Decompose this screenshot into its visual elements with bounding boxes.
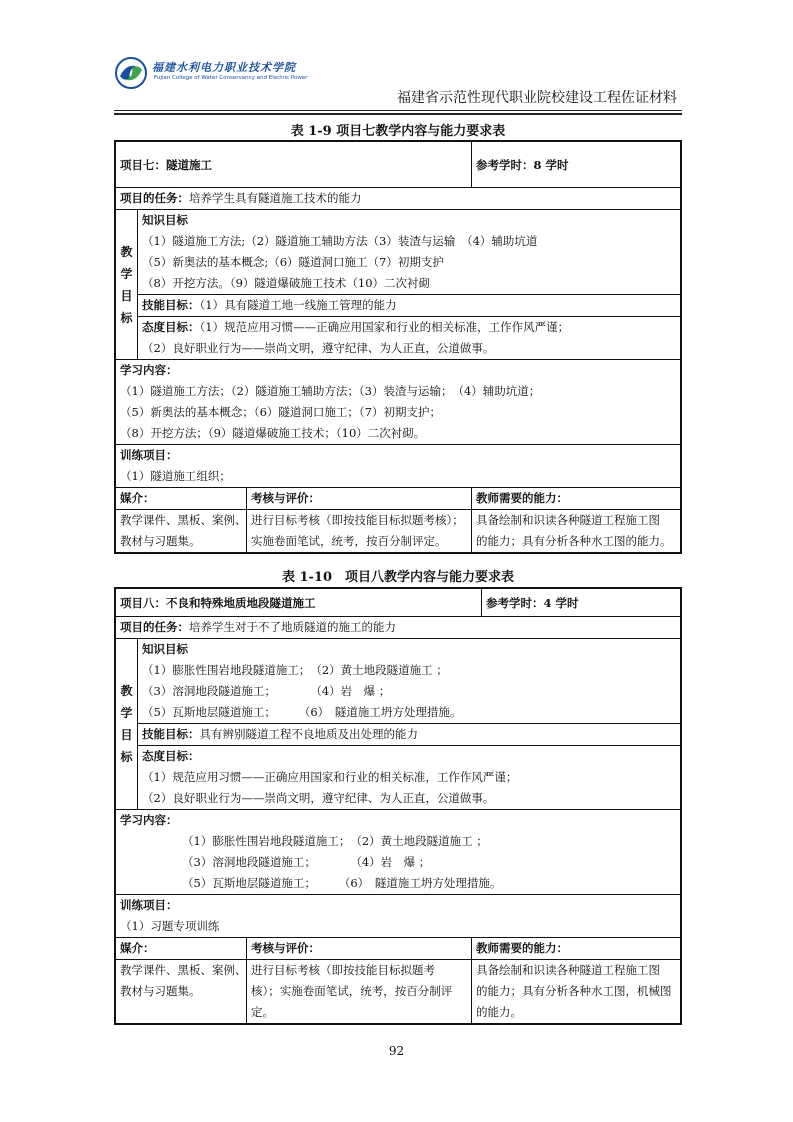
college-logo bbox=[114, 52, 308, 98]
table2-content-line: （1）膨胀性围岩地段隧道施工； （2）黄土地段隧道施工 ； bbox=[182, 834, 488, 848]
table2-knowledge-line: （5）瓦斯地层隧道施工； （6） 隧道施工坍方处理措施。 bbox=[142, 705, 462, 719]
table2-attitude-goals bbox=[138, 746, 680, 809]
table1-ability-line: 具备绘制和识读各种隧道工程施工图 bbox=[476, 513, 660, 527]
table2-skill-goals bbox=[138, 724, 680, 746]
table2-media bbox=[116, 938, 247, 1023]
table2-content-line: （5）瓦斯地层隧道施工； （6） 隧道施工坍方处理措施。 bbox=[182, 876, 502, 890]
table1-goals-body bbox=[138, 210, 680, 359]
logo-english-name: Fujian College of Water Conservancy and Electric Power bbox=[154, 75, 308, 81]
table1-content-title: 学习内容： bbox=[120, 363, 178, 377]
table2-task-text: 培养学生对于不了地质隧道的施工的能力 bbox=[189, 620, 396, 634]
table1-knowledge-goals bbox=[138, 210, 680, 295]
table1-media-title: 媒介： bbox=[116, 488, 246, 510]
table2-knowledge-goals bbox=[138, 639, 680, 724]
table2-attitude-line: （1）规范应用习惯——正确应用国家和行业的相关标准，工作作风严谨； bbox=[142, 770, 518, 784]
table1-assessment-line: 进行目标考核（即按技能目标拟题考核）； bbox=[251, 513, 464, 527]
teach-char: 标 bbox=[120, 750, 133, 764]
table2-task-label: 项目的任务： bbox=[120, 620, 189, 634]
college-emblem-icon bbox=[114, 56, 148, 90]
table2-media-title: 媒介： bbox=[116, 938, 246, 960]
table2-content-row bbox=[116, 810, 680, 895]
table1-ability-line: 的能力；具有分析各种水工图的能力。 bbox=[476, 534, 672, 548]
table2-ability-line: 的能力。 bbox=[476, 1005, 522, 1019]
header-divider bbox=[114, 110, 682, 111]
table1-training-line: （1）隧道施工组织； bbox=[120, 469, 231, 483]
table1-task-row bbox=[116, 188, 680, 210]
table2-task bbox=[116, 617, 400, 638]
table2-content-line: （3）溶洞地段隧道施工； （4）岩 爆 ； bbox=[182, 855, 431, 869]
teach-char: 学 bbox=[120, 266, 133, 281]
table2-assessment-line: 定。 bbox=[251, 1005, 274, 1019]
table2-project-name: 项目八：不良和特殊地质地段隧道施工 bbox=[116, 589, 482, 616]
table1-hours: 参考学时：8 学时 bbox=[476, 158, 569, 172]
table1-skill-text: （1）具有隧道工地一线施工管理的能力 bbox=[199, 298, 397, 312]
table1-content-line: （1）隧道施工方法；（2）隧道施工辅助方法；（3）装渣与运输； （4）辅助坑道； bbox=[120, 384, 541, 398]
table2-project-row bbox=[116, 589, 680, 617]
table1-ability-title: 教师需要的能力： bbox=[472, 488, 680, 510]
table1-teaching-goals-label bbox=[116, 210, 138, 359]
table2-assessment bbox=[247, 938, 472, 1023]
table1-content-line: （8）开挖方法；（9）隧道爆破施工技术；（10）二次衬砌。 bbox=[120, 426, 426, 440]
table1-attitude-line: （1）规范应用习惯——正确应用国家和行业的相关标准，工作作风严谨； bbox=[199, 320, 570, 334]
table2-skill-text: 具有辨别隧道工程不良地质及出处理的能力 bbox=[199, 727, 418, 741]
page-number: 92 bbox=[388, 1044, 405, 1058]
table1-task bbox=[116, 188, 366, 209]
teach-char: 目 bbox=[120, 728, 133, 742]
table1-knowledge-title: 知识目标 bbox=[142, 213, 188, 227]
table1-media-line: 教材与习题集。 bbox=[120, 534, 201, 548]
table2-ability-line: 的能力；具有分析各种水工图，机械图 bbox=[476, 984, 672, 998]
teach-char: 教 bbox=[120, 244, 133, 259]
table1-knowledge-line: （8）开挖方法。（9）隧道爆破施工技术（10）二次衬砌 bbox=[142, 276, 431, 290]
table2-hours: 参考学时：4 学时 bbox=[486, 596, 579, 610]
table1-project-row bbox=[116, 142, 680, 188]
table1-task-label: 项目的任务： bbox=[120, 191, 189, 205]
table2-attitude-line: （2）良好职业行为——崇尚文明，遵守纪律、为人正直，公道做事。 bbox=[142, 791, 495, 805]
table2-knowledge-title: 知识目标 bbox=[142, 642, 188, 656]
table2-media-assessment-row bbox=[116, 938, 680, 1023]
table2-ability-line: 具备绘制和识读各种隧道工程施工图 bbox=[476, 963, 660, 977]
page-header-title: 福建省示范性现代职业院校建设工程佐证材料 bbox=[397, 90, 677, 106]
table1-teaching-goals bbox=[116, 210, 680, 360]
table1-knowledge-line: （1）隧道施工方法;（2）隧道施工辅助方法（3）装渣与运输 （4）辅助坑道 bbox=[142, 234, 538, 248]
table2-teaching-goals-label bbox=[116, 639, 138, 809]
table2-assessment-line: 核）；实施卷面笔试，统考，按百分制评 bbox=[251, 984, 453, 998]
table1-media-line: 教学课件、黑板、案例、 bbox=[120, 513, 247, 527]
table2-training-row bbox=[116, 895, 680, 938]
table2-assessment-title: 考核与评价： bbox=[247, 938, 471, 960]
header-divider-thick bbox=[114, 113, 682, 115]
table1-caption: 表 1-9 项目七教学内容与能力要求表 bbox=[290, 124, 506, 139]
teach-char: 目 bbox=[120, 288, 133, 303]
table2-teaching-goals bbox=[116, 639, 680, 810]
table1-content-row bbox=[116, 360, 680, 445]
table1 bbox=[114, 140, 682, 554]
table1-assessment-title: 考核与评价： bbox=[247, 488, 471, 510]
table2-media-line: 教材与习题集。 bbox=[120, 984, 201, 998]
table2-knowledge-line: （1）膨胀性围岩地段隧道施工； （2）黄土地段隧道施工 ； bbox=[142, 663, 448, 677]
table1-training-row bbox=[116, 445, 680, 488]
teach-char: 学 bbox=[120, 706, 133, 720]
table2-skill-title: 技能目标： bbox=[142, 727, 200, 741]
table1-teacher-ability bbox=[472, 488, 680, 552]
table1-assessment-line: 实施卷面笔试，统考，按百分制评定。 bbox=[251, 534, 447, 548]
table2-task-row bbox=[116, 617, 680, 639]
logo-chinese-name: 福建水利电力职业技术学院 bbox=[152, 61, 296, 74]
table1-assessment bbox=[247, 488, 472, 552]
table1-content-line: （5）新奥法的基本概念；（6）隧道洞口施工；（7）初期支护； bbox=[120, 405, 441, 419]
table1-task-text: 培养学生具有隧道施工技术的能力 bbox=[189, 191, 362, 205]
table1-media bbox=[116, 488, 247, 552]
table2-training-line: （1）习题专项训练 bbox=[120, 919, 220, 933]
table2-ability-title: 教师需要的能力： bbox=[472, 938, 680, 960]
table2-teacher-ability bbox=[472, 938, 680, 1023]
table1-skill-goals bbox=[138, 295, 680, 317]
table1-media-assessment-row bbox=[116, 488, 680, 552]
table1-attitude-line: （2）良好职业行为——崇尚文明，遵守纪律、为人正直，公道做事。 bbox=[142, 341, 495, 355]
table1-attitude-title: 态度目标： bbox=[142, 320, 200, 334]
table2-attitude-title: 态度目标： bbox=[142, 749, 200, 763]
table2-assessment-line: 进行目标考核（即按技能目标拟题考 bbox=[251, 963, 435, 977]
table1-project-name: 项目七：隧道施工 bbox=[116, 142, 472, 187]
table2-media-line: 教学课件、黑板、案例、 bbox=[120, 963, 247, 977]
teach-char: 标 bbox=[120, 310, 133, 325]
table2-content-title: 学习内容： bbox=[120, 813, 178, 827]
table1-training-title: 训练项目： bbox=[120, 448, 178, 462]
table1-knowledge-line: （5）新奥法的基本概念;（6）隧道洞口施工（7）初期支护 bbox=[142, 255, 444, 269]
table2 bbox=[114, 587, 682, 1025]
table2-training-title: 训练项目： bbox=[120, 898, 178, 912]
table1-attitude-goals bbox=[138, 317, 680, 359]
table1-skill-title: 技能目标： bbox=[142, 298, 200, 312]
table2-goals-body bbox=[138, 639, 680, 809]
teach-char: 教 bbox=[120, 684, 133, 698]
table2-knowledge-line: （3）溶洞地段隧道施工； （4）岩 爆 ； bbox=[142, 684, 391, 698]
table2-caption: 表 1-10 项目八教学内容与能力要求表 bbox=[281, 570, 515, 585]
